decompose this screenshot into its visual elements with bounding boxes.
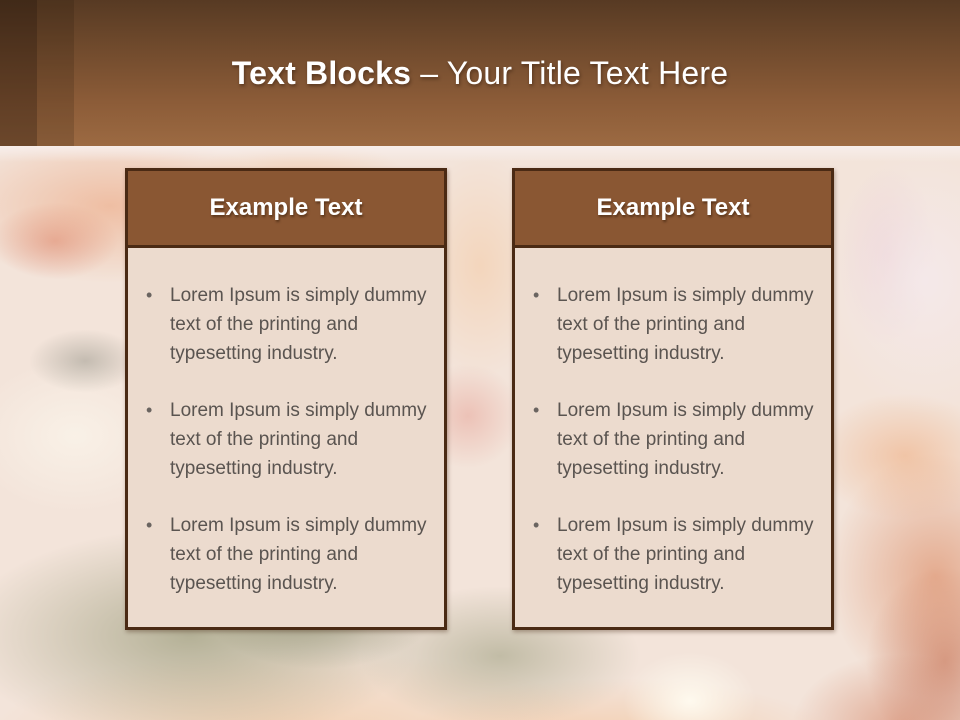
text-block-card-1: [125, 168, 447, 630]
list-item: [527, 281, 821, 368]
bullet-icon: [140, 281, 170, 368]
text-block-card-2: [512, 168, 834, 630]
list-item: [140, 281, 434, 368]
card-1-header: [128, 171, 444, 248]
bullet-icon: [527, 396, 557, 483]
card-1-title: Example Text: [209, 194, 363, 221]
bullet-text: Lorem Ipsum is simply dummy text of the printing and typesetting industry.: [557, 285, 814, 364]
list-item: [140, 396, 434, 483]
card-2-header: [515, 171, 831, 248]
bullet-text: Lorem Ipsum is simply dummy text of the printing and typesetting industry.: [170, 285, 427, 364]
card-2-title: Example Text: [596, 194, 750, 221]
bullet-text: Lorem Ipsum is simply dummy text of the printing and typesetting industry.: [170, 400, 427, 479]
slide-title-rest: – Your Title Text Here: [411, 54, 729, 91]
list-item: [527, 396, 821, 483]
bullet-text: Lorem Ipsum is simply dummy text of the printing and typesetting industry.: [557, 400, 814, 479]
card-1-body: [128, 248, 444, 598]
bullet-icon: [140, 396, 170, 483]
bullet-icon: [527, 281, 557, 368]
bullet-text: Lorem Ipsum is simply dummy text of the printing and typesetting industry.: [170, 515, 427, 594]
bullet-icon: [527, 511, 557, 598]
slide-title-bold: Text Blocks: [231, 54, 412, 91]
slide-title: [0, 0, 960, 146]
card-2-body: [515, 248, 831, 598]
list-item: [527, 511, 821, 598]
list-item: [140, 511, 434, 598]
bullet-text: Lorem Ipsum is simply dummy text of the printing and typesetting industry.: [557, 515, 814, 594]
bullet-icon: [140, 511, 170, 598]
